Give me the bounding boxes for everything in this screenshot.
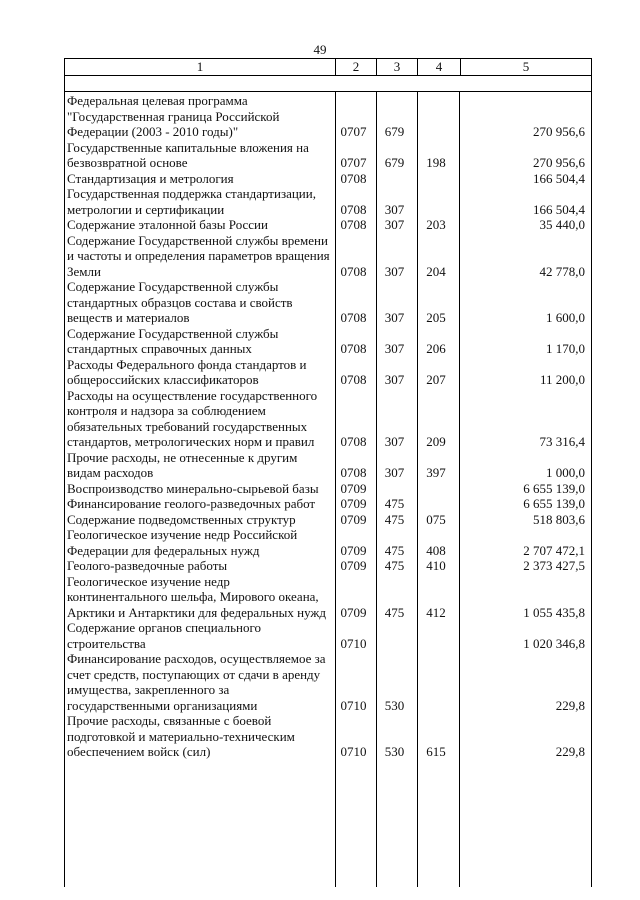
row-amount: 42 778,0 <box>539 263 585 279</box>
table-row <box>65 233 591 280</box>
header-col-3: 3 <box>376 59 417 75</box>
row-name: Государственная поддержка стандартизации, метрологии и сертификации <box>67 186 316 217</box>
row-target-code: 307 <box>384 372 405 387</box>
row-expense-code: 206 <box>426 341 446 356</box>
row-expense-code: 412 <box>426 604 446 620</box>
table-header <box>64 58 592 76</box>
row-section-code: 0710 <box>340 697 367 713</box>
header-col-4: 4 <box>417 59 460 75</box>
table-row <box>65 450 591 481</box>
row-expense-code: 408 <box>426 542 446 558</box>
row-target-code: 307 <box>384 201 405 217</box>
row-name: Финансирование геолого-разведочных работ <box>67 496 316 511</box>
row-amount: 270 956,6 <box>533 155 585 170</box>
row-amount: 2 707 472,1 <box>523 542 585 558</box>
row-amount: 6 655 139,0 <box>523 480 585 496</box>
row-section-code: 0708 <box>340 217 367 232</box>
row-name: Геологическое изучение недр Российской Федерации для федеральных нужд <box>67 527 298 558</box>
row-target-code: 475 <box>384 604 405 620</box>
row-target-code: 307 <box>384 263 405 279</box>
row-target-code: 475 <box>384 542 405 558</box>
row-expense-code: 397 <box>426 465 446 480</box>
row-target-code: 679 <box>384 124 405 139</box>
table-divider <box>65 91 591 92</box>
header-col-1: 1 <box>196 59 204 74</box>
row-section-code: 0707 <box>340 124 367 139</box>
row-section-code: 0709 <box>340 558 367 573</box>
row-name: Федеральная целевая программа "Государственная граница Российской Федерации (2003 - 2010 годы)" <box>67 93 280 139</box>
row-section-code: 0709 <box>340 511 367 527</box>
row-section-code: 0708 <box>340 341 367 356</box>
row-target-code: 307 <box>384 310 405 325</box>
row-amount: 229,8 <box>555 697 585 713</box>
row-name: Воспроизводство минерально-сырьевой базы <box>67 480 319 496</box>
row-section-code: 0708 <box>340 465 367 480</box>
row-section-code: 0708 <box>340 372 367 387</box>
row-amount: 2 373 427,5 <box>523 558 585 573</box>
row-name: Прочие расходы, не отнесенные к другим видам расходов <box>67 449 298 480</box>
table-row <box>65 713 591 760</box>
row-expense-code: 615 <box>426 744 446 759</box>
row-expense-code: 198 <box>426 155 446 170</box>
row-name: Содержание Государственной службы стандартных справочных данных <box>67 325 279 356</box>
row-target-code: 307 <box>384 465 405 480</box>
table-row <box>65 326 591 357</box>
row-section-code: 0708 <box>340 201 367 217</box>
row-expense-code: 075 <box>426 511 446 527</box>
table-row <box>65 217 591 233</box>
row-section-code: 0709 <box>340 542 367 558</box>
row-target-code: 475 <box>384 558 405 573</box>
table-row <box>65 496 591 512</box>
row-expense-code: 204 <box>426 263 446 279</box>
row-target-code: 307 <box>384 434 405 449</box>
row-amount: 1 600,0 <box>546 310 585 325</box>
table-row <box>65 512 591 528</box>
row-section-code: 0710 <box>340 635 367 651</box>
row-target-code: 475 <box>384 511 405 527</box>
row-name: Расходы Федерального фонда стандартов и общероссийских классификаторов <box>67 356 307 387</box>
row-name: Геолого-разведочные работы <box>67 558 228 573</box>
row-name: Расходы на осуществление государственного контроля и надзора за соблюдением обязательных требований государственных стандартов, метрологических норм и правил <box>67 387 318 449</box>
row-name: Содержание подведомственных структур <box>67 511 296 527</box>
row-section-code: 0707 <box>340 155 367 170</box>
table-row <box>65 388 591 450</box>
budget-table <box>64 75 592 887</box>
table-row <box>65 140 591 171</box>
table-row <box>65 357 591 388</box>
row-target-code: 530 <box>384 744 405 759</box>
table-body <box>65 93 591 760</box>
row-expense-code: 410 <box>426 558 446 573</box>
table-row <box>65 481 591 497</box>
table-row <box>65 93 591 140</box>
table-row <box>65 186 591 217</box>
row-section-code: 0708 <box>340 263 367 279</box>
row-amount: 6 655 139,0 <box>523 496 585 511</box>
row-target-code: 307 <box>384 341 405 356</box>
table-row <box>65 279 591 326</box>
row-amount: 229,8 <box>555 744 585 759</box>
row-amount: 1 020 346,8 <box>523 635 585 651</box>
table-row <box>65 574 591 621</box>
row-expense-code: 207 <box>426 372 446 387</box>
row-amount: 11 200,0 <box>539 372 585 387</box>
row-amount: 35 440,0 <box>539 217 585 232</box>
page-number: 49 <box>313 42 327 57</box>
row-name: Содержание эталонной базы России <box>67 217 268 232</box>
row-name: Содержание органов специального строительства <box>67 620 261 651</box>
row-expense-code: 203 <box>426 217 446 232</box>
table-row <box>65 651 591 713</box>
row-amount: 1 000,0 <box>546 465 585 480</box>
row-section-code: 0709 <box>340 480 367 496</box>
row-section-code: 0709 <box>340 604 367 620</box>
row-name: Геологическое изучение недр континентального шельфа, Мирового океана, Арктики и Антарктики для федеральных нужд <box>67 573 327 620</box>
row-name: Содержание Государственной службы времени и частоты и определения параметров вращения Земли <box>67 232 330 279</box>
table-row <box>65 527 591 558</box>
row-target-code: 307 <box>384 217 405 232</box>
row-section-code: 0708 <box>340 170 367 186</box>
row-section-code: 0708 <box>340 434 367 449</box>
row-amount: 270 956,6 <box>533 124 585 139</box>
row-amount: 166 504,4 <box>533 201 585 217</box>
row-section-code: 0708 <box>340 310 367 325</box>
row-target-code: 679 <box>384 155 405 170</box>
row-amount: 518 803,6 <box>533 511 585 527</box>
header-col-2: 2 <box>335 59 376 75</box>
row-section-code: 0710 <box>340 744 367 759</box>
row-target-code: 475 <box>384 496 405 511</box>
row-name: Стандартизация и метрология <box>67 170 234 186</box>
table-row <box>65 558 591 574</box>
row-expense-code: 209 <box>426 434 446 449</box>
row-expense-code: 205 <box>426 310 446 325</box>
row-target-code: 530 <box>384 697 405 713</box>
row-name: Финансирование расходов, осуществляемое за счет средств, поступающих от сдачи в аренду имущества, закрепленного за государственными организациями <box>67 651 326 713</box>
table-row <box>65 620 591 651</box>
header-col-5: 5 <box>460 59 591 75</box>
row-name: Содержание Государственной службы стандартных образцов состава и свойств веществ и материалов <box>67 279 293 325</box>
row-amount: 1 055 435,8 <box>523 604 585 620</box>
table-row <box>65 171 591 187</box>
row-amount: 1 170,0 <box>546 341 585 356</box>
row-amount: 166 504,4 <box>533 170 585 186</box>
row-amount: 73 316,4 <box>539 434 585 449</box>
row-section-code: 0709 <box>340 496 367 511</box>
row-name: Прочие расходы, связанные с боевой подготовкой и материально-техническим обеспечением войск (сил) <box>67 713 295 759</box>
row-name: Государственные капитальные вложения на безвозвратной основе <box>67 139 309 170</box>
